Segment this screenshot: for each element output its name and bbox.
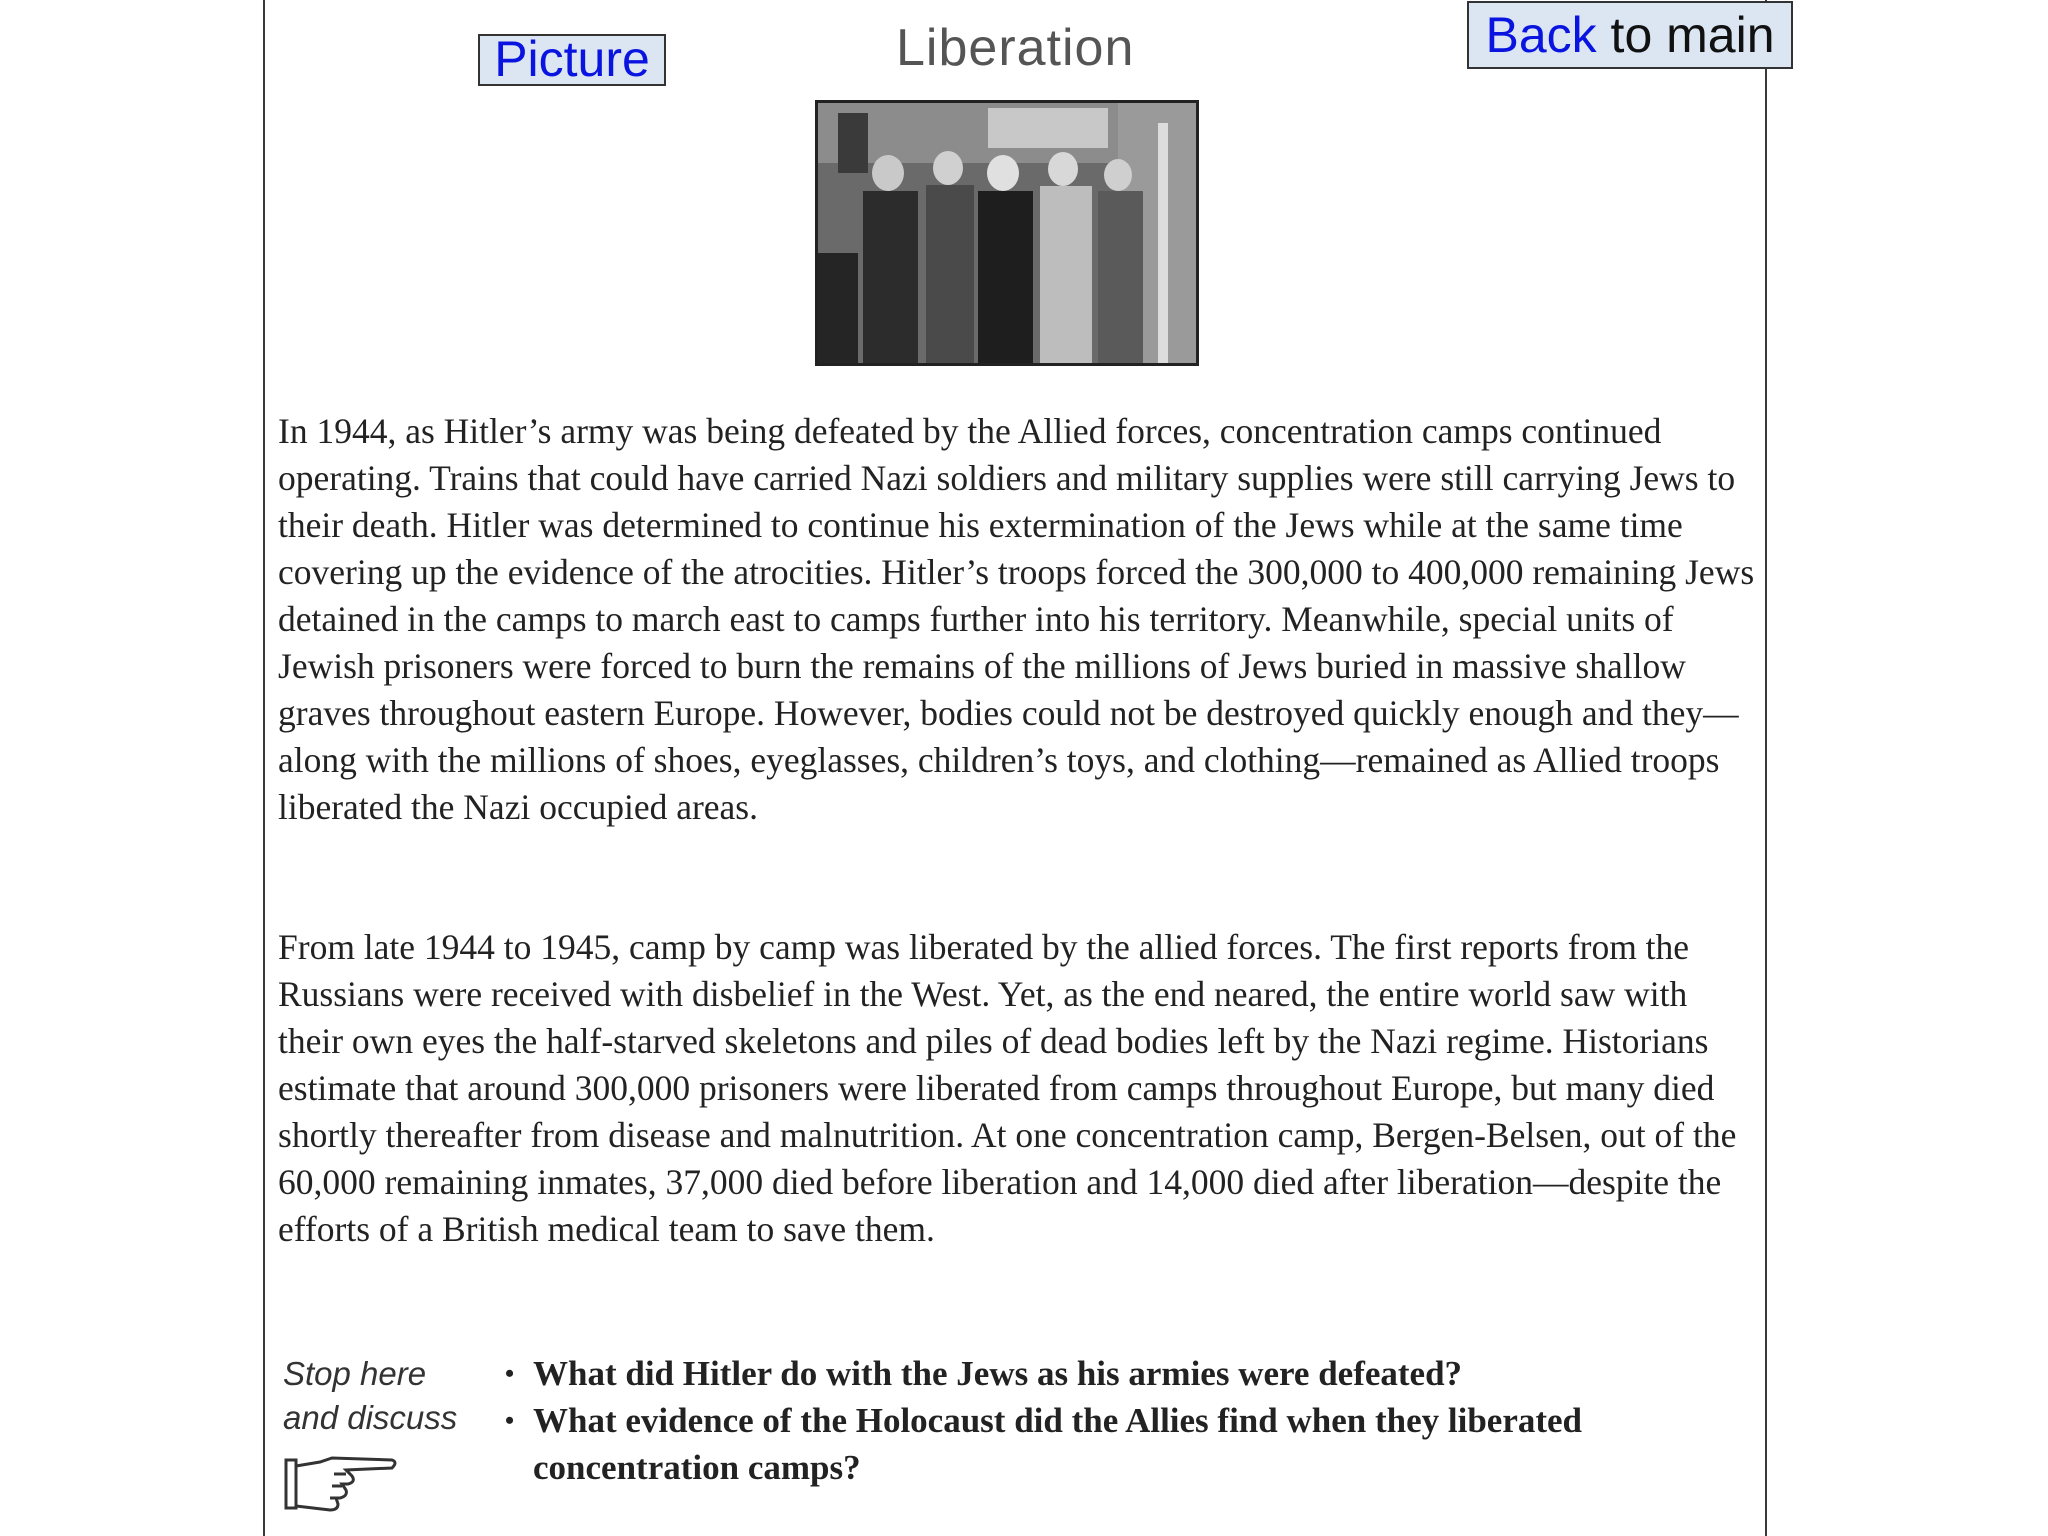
- stop-line-2: and discuss: [283, 1399, 458, 1436]
- back-link-text[interactable]: Back: [1485, 7, 1597, 63]
- liberation-photo: [815, 100, 1199, 366]
- stop-line-1: Stop here: [283, 1355, 427, 1392]
- stop-and-discuss-label: [283, 1352, 457, 1440]
- discussion-questions: [505, 1350, 1755, 1491]
- pointing-hand-icon: [282, 1454, 402, 1521]
- picture-button[interactable]: Picture: [478, 34, 666, 86]
- back-button-rest-text: to main: [1596, 7, 1775, 63]
- paragraph-2: From late 1944 to 1945, camp by camp was liberated by the allied forces. The first reports from the Russians were received with disbelief in the West. Yet, as the end neared, the entire world saw with their own eyes the half-starved skeletons and piles of dead bodies left by the Nazi regime. Historians estimate that around 300,000 prisoners were liberated from camps throughout Europe, but many died shortly thereafter from disease and malnutrition. At one concentration camp, Bergen-Belsen, out of the 60,000 remaining inmates, 37,000 died before liberation and 14,000 died after liberation—despite the efforts of a British medical team to save them.: [278, 927, 1737, 1249]
- discussion-question: • What did Hitler do with the Jews as his armies were defeated?: [505, 1350, 1755, 1397]
- discussion-question: • What evidence of the Holocaust did the Allies find when they liberated concentration camps?: [505, 1397, 1755, 1491]
- back-to-main-button[interactable]: [1467, 1, 1793, 69]
- page-title: Liberation: [896, 19, 1135, 77]
- paragraph-1: In 1944, as Hitler’s army was being defeated by the Allied forces, concentration camps continued operating. Trains that could have carried Nazi soldiers and military supplies were still carrying Jews to their death. Hitler was determined to continue his extermination of the Jews while at the same time covering up the evidence of the atrocities. Hitler’s troops forced the 300,000 to 400,000 remaining Jews detained in the camps to march east to camps further into his territory. Meanwhile, special units of Jewish prisoners were forced to burn the remains of the millions of Jews buried in massive shallow graves throughout eastern Europe. However, bodies could not be destroyed quickly enough and they—along with the millions of shoes, eyeglasses, children’s toys, and clothing—remained as Allied troops liberated the Nazi occupied areas.: [278, 411, 1755, 827]
